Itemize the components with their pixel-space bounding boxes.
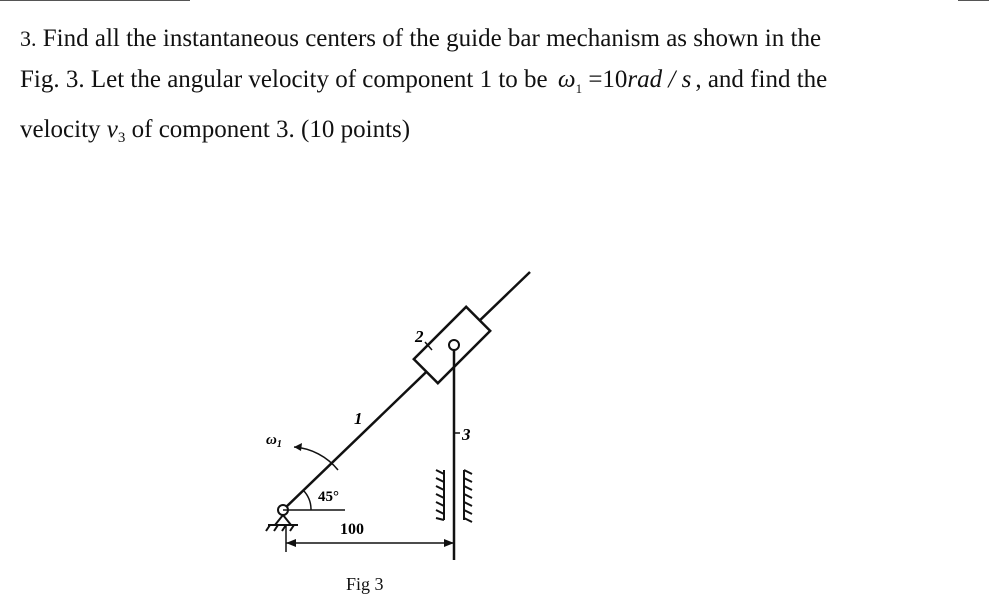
angular-velocity-equation [557,66,692,96]
guide-bar-mechanism-figure [255,265,555,605]
omega-arrowhead [294,443,302,451]
label-angle: 45° [318,489,339,505]
guide-left [436,470,444,520]
problem-line-1: 3. Find all the instantaneous centers of the guide bar mechanism as shown in the [20,25,822,52]
label-omega [266,432,282,450]
label-slider-2: 2 [415,327,424,346]
dimension-arrow-right [444,539,454,547]
slider-pin [449,340,459,350]
problem-line-3-text-a: velocity [20,116,101,143]
omega-symbol: ω [557,66,576,93]
label-distance: 100 [340,521,364,538]
problem-line-2-text-a: Fig. 3. Let the angular velocity of component 1 to be [20,66,548,93]
problem-statement [20,18,950,159]
velocity-subscript: 3 [117,130,126,146]
label-omega-sub: 1 [276,439,282,450]
problem-line-2-text-b: , and find the [695,66,828,93]
problem-number: 3 [20,26,31,51]
omega-subscript: 1 [575,81,583,96]
velocity-symbol: v [106,116,118,143]
equation-value: =10 [588,66,628,93]
problem-line-1-text: Find all the instantaneous centers of the guide bar mechanism as shown in the [42,25,822,52]
ground-pivot [266,505,298,531]
label-bar-3: 3 [462,425,471,444]
link-1 [283,272,530,510]
label-link-1: 1 [354,409,363,428]
angle-arc [303,490,311,510]
guide-right [464,470,472,522]
top-rule-left [0,0,190,1]
label-omega-symbol: ω [266,432,277,448]
figure-caption: Fig 3 [346,574,384,594]
dimension-arrow-left [286,539,296,547]
problem-line-3-text-b: of component 3. (10 points) [131,116,411,143]
problem-line-2 [20,59,950,109]
top-rule-right [958,0,989,1]
equation-unit: rad / s [627,66,692,93]
problem-line-3 [20,109,950,159]
